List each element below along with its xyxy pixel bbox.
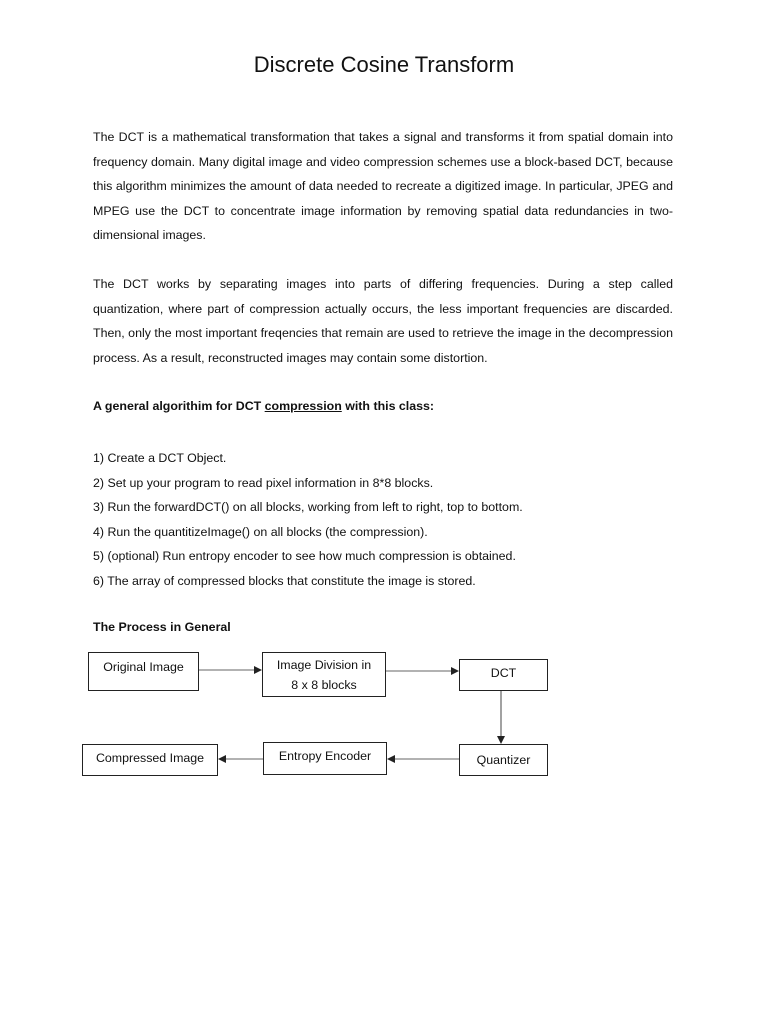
entropy-encoder-label: Entropy Encoder xyxy=(278,749,372,763)
step-item: 6) The array of compressed blocks that constitute the image is stored. xyxy=(93,573,476,588)
process-heading: The Process in General xyxy=(93,620,231,634)
image-division-label-1: Image Division in xyxy=(276,657,372,672)
step-item: 3) Run the forwardDCT() on all blocks, working from left to right, top to bottom. xyxy=(93,500,523,515)
step-item: 2) Set up your program to read pixel information in 8*8 blocks. xyxy=(93,475,434,490)
original-image-label: Original Image xyxy=(103,660,184,674)
intro-paragraph: The DCT is a mathematical transformation that takes a signal and transforms it from spatial domain into frequency domain. Many digital image and video compression schemes use a block-based DCT, because this algorithm minimizes the amount of data needed to recreate a digitized image. In particular, JPEG and MPEG use the DCT to concentrate image information by removing spatial data redundancies in two-dimensional images. xyxy=(93,130,673,243)
step-item: 5) (optional) Run entropy encoder to see how much compression is obtained. xyxy=(93,549,516,564)
algorithm-heading-start: A general algorithim for DCT xyxy=(93,399,265,413)
entropy-encoder-box xyxy=(263,742,387,775)
step-item: 1) Create a DCT Object. xyxy=(93,451,227,465)
algorithm-heading xyxy=(93,399,434,413)
compressed-image-label: Compressed Image xyxy=(95,751,205,765)
compression-link-text: compression xyxy=(264,399,342,413)
quantizer-box xyxy=(459,744,548,776)
quantizer-label: Quantizer xyxy=(476,753,531,767)
compressed-image-box xyxy=(82,744,218,776)
document-title: Discrete Cosine Transform xyxy=(253,52,515,77)
algorithm-steps xyxy=(93,446,673,594)
original-image-box xyxy=(88,652,199,691)
dct-box xyxy=(459,659,548,691)
image-division-label-2: 8 x 8 blocks xyxy=(291,677,357,692)
algorithm-heading-end: with this class: xyxy=(341,399,435,413)
step-item: 4) Run the quantitizeImage() on all blocks (the compression). xyxy=(93,524,428,539)
dct-label: DCT xyxy=(490,666,517,680)
quantization-paragraph: The DCT works by separating images into parts of differing frequencies. During a step called quantization, where part of compression actually occurs, the less important frequencies are discarded. Then, only the most important freqencies that remain are used to retrieve the image in the decompression process. As a result, reconstructed images may contain some distortion. xyxy=(93,277,673,365)
image-division-box xyxy=(262,652,386,697)
